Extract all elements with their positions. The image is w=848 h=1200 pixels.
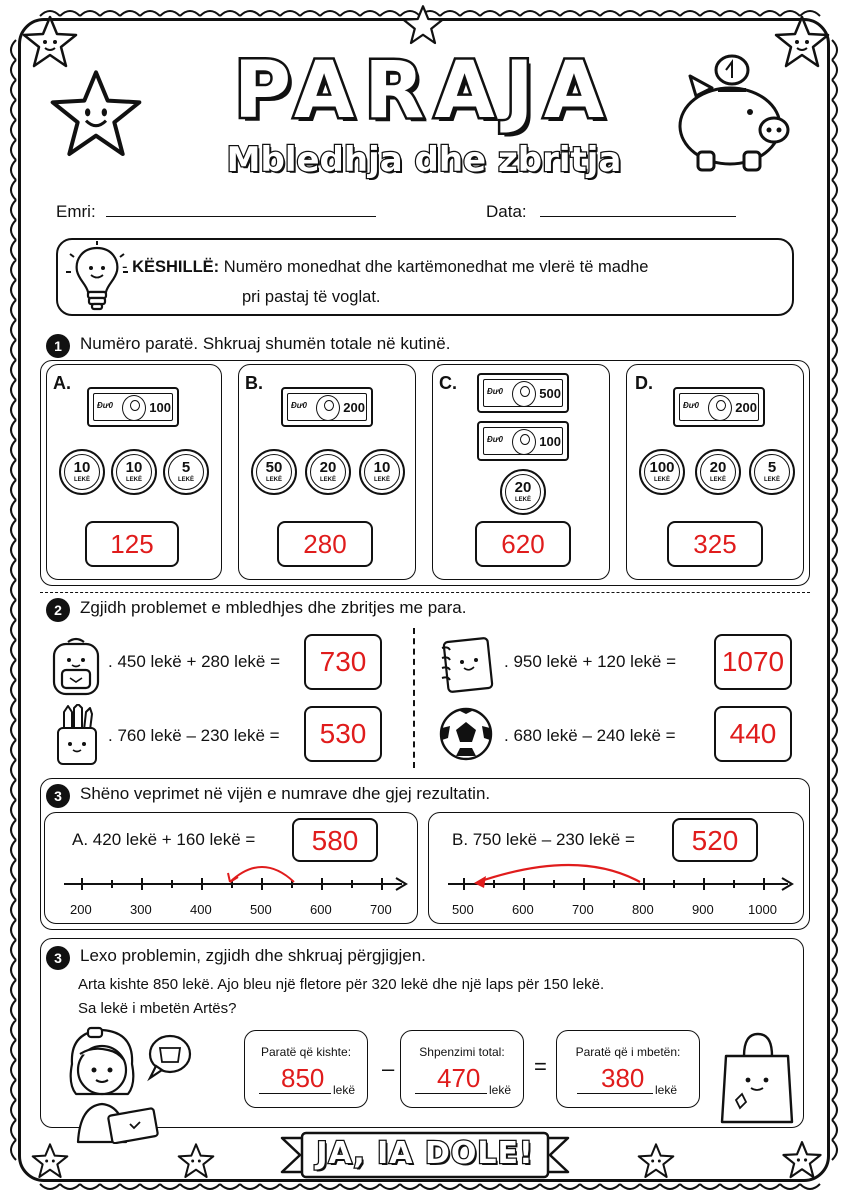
money-left-answer[interactable]: 380	[601, 1063, 645, 1093]
tick-label: 1000	[748, 902, 777, 917]
date-field[interactable]	[540, 216, 736, 217]
tip-text-1: Numëro monedhat dhe kartëmonedhat me vlerë të madhe	[223, 258, 649, 276]
banknote-mark: Đư0	[683, 401, 699, 410]
unit-label: lekë	[333, 1083, 356, 1097]
coin-10: 10 LEKË	[359, 449, 405, 495]
section-3-number: 3	[46, 784, 70, 808]
money-panel-c	[432, 364, 610, 580]
section-1-number: 1	[46, 334, 70, 358]
portrait-icon	[708, 395, 732, 421]
tick-label: 500	[250, 902, 272, 917]
banknote-value: 100	[539, 434, 561, 449]
answer-box-2-3[interactable]: 1070	[714, 634, 792, 690]
answer-box-2-2[interactable]: 530	[304, 706, 382, 762]
number-line-a	[44, 856, 418, 924]
problem-2-text: . 760 lekë – 230 lekë =	[108, 726, 280, 745]
number-line-b-label: B. 750 lekë – 230 lekë =	[452, 830, 635, 849]
problem-1-text: . 450 lekë + 280 lekë =	[108, 652, 281, 671]
banknote-100	[477, 421, 569, 461]
money-panel-d	[626, 364, 804, 580]
answer-box-2-1[interactable]: 730	[304, 634, 382, 690]
tick-label: 900	[692, 902, 714, 917]
banknote-500	[477, 373, 569, 413]
star-footer-icon	[30, 1142, 70, 1180]
star-footer-icon	[780, 1140, 824, 1180]
star-footer-icon	[636, 1142, 676, 1180]
minus-sign: –	[382, 1056, 395, 1081]
coin-20: 20 LEKË	[500, 469, 546, 515]
money-left-box	[556, 1030, 700, 1108]
answer-box-c[interactable]: 620	[475, 521, 571, 567]
number-line-a-label: A. 420 lekë + 160 lekë =	[72, 830, 256, 849]
divider	[40, 592, 810, 593]
panel-letter: A.	[53, 373, 71, 393]
section-1-title: Numëro paratë. Shkruaj shumën totale në kutinë.	[80, 334, 451, 353]
money-panel-a	[46, 364, 222, 580]
total-spent-label: Shpenzimi total:	[419, 1045, 505, 1059]
answer-box-2-4[interactable]: 440	[714, 706, 792, 762]
tick-label: 600	[310, 902, 332, 917]
section-2-title: Zgjidh problemet e mbledhjes dhe zbritjes me para.	[80, 598, 467, 617]
tick-label: 700	[572, 902, 594, 917]
coin-100: 100 LEKË	[639, 449, 685, 495]
answer-box-3-b[interactable]: 520	[672, 818, 758, 862]
name-field[interactable]	[106, 216, 376, 217]
start-money-label: Paratë që kishte:	[260, 1045, 352, 1059]
portrait-icon	[512, 381, 536, 407]
tick-label: 600	[512, 902, 534, 917]
banknote-value: 200	[343, 400, 365, 415]
banknote-value: 500	[539, 386, 561, 401]
name-label: Emri:	[56, 202, 96, 221]
soccer-ball-icon	[438, 706, 494, 762]
story-line-2: Sa lekë i mbetën Artës?	[78, 1000, 237, 1017]
money-panel-b	[238, 364, 416, 580]
total-spent-answer[interactable]: 470	[437, 1063, 481, 1093]
banknote-mark: Đư0	[291, 401, 307, 410]
answer-box-a[interactable]: 125	[85, 521, 179, 567]
banknote-100	[87, 387, 179, 427]
portrait-icon	[122, 395, 146, 421]
start-money-box	[244, 1030, 368, 1108]
money-left-label: Paratë që i mbetën:	[575, 1045, 681, 1059]
footer-text: JA, IA DOLE!	[316, 1136, 534, 1171]
banknote-value: 200	[735, 400, 757, 415]
section-2-number: 2	[46, 598, 70, 622]
tick-label: 200	[70, 902, 92, 917]
page-title: PARAJA	[233, 46, 615, 136]
section-4-number: 3	[46, 946, 70, 970]
star-footer-icon	[176, 1142, 216, 1180]
tick-label: 400	[190, 902, 212, 917]
tick-label: 800	[632, 902, 654, 917]
tick-label: 500	[452, 902, 474, 917]
story-line-1: Arta kishte 850 lekë. Ajo bleu një fletore për 320 lekë dhe një laps për 150 lekë.	[78, 976, 605, 993]
page-subtitle: Mbledhja dhe zbritja	[226, 140, 622, 180]
start-money-answer[interactable]: 850	[281, 1063, 325, 1093]
tip-label: KËSHILLË:	[132, 258, 220, 276]
notebook-icon	[436, 634, 496, 694]
coin-50: 50 LEKË	[251, 449, 297, 495]
banknote-200	[281, 387, 373, 427]
tick-label: 300	[130, 902, 152, 917]
total-spent-box	[400, 1030, 524, 1108]
banknote-mark: Đư0	[487, 435, 503, 444]
portrait-icon	[316, 395, 340, 421]
unit-label: lekë	[655, 1083, 678, 1097]
pencil-cup-icon	[52, 704, 102, 766]
panel-letter: D.	[635, 373, 653, 393]
girl-illustration-icon	[52, 1024, 192, 1144]
banknote-mark: Đư0	[97, 401, 113, 410]
banknote-value: 100	[149, 400, 171, 415]
banknote-200	[673, 387, 765, 427]
backpack-icon	[48, 636, 104, 696]
coin-5: 5 LEKË	[749, 449, 795, 495]
coin-20: 20 LEKË	[305, 449, 351, 495]
shopping-bag-icon	[718, 1030, 796, 1126]
date-label: Data:	[486, 202, 527, 221]
portrait-icon	[512, 429, 536, 455]
coin-10: 10 LEKË	[111, 449, 157, 495]
tip-text-2: pri pastaj të voglat.	[242, 288, 381, 306]
coin-20: 20 LEKË	[695, 449, 741, 495]
answer-box-3-a[interactable]: 580	[292, 818, 378, 862]
star-top-icon	[400, 4, 446, 46]
section-4-title: Lexo problemin, zgjidh dhe shkruaj përgjigjen.	[80, 946, 426, 965]
problem-3-text: . 950 lekë + 120 lekë =	[504, 652, 677, 671]
coin-10: 10 LEKË	[59, 449, 105, 495]
panel-letter: C.	[439, 373, 457, 393]
problem-4-text: . 680 lekë – 240 lekë =	[504, 726, 676, 745]
divider	[413, 628, 415, 768]
unit-label: lekë	[489, 1083, 512, 1097]
jump-arrow	[478, 865, 640, 882]
banknote-mark: Đư0	[487, 387, 503, 396]
panel-letter: B.	[245, 373, 263, 393]
equals-sign: =	[534, 1054, 547, 1079]
section-3-title: Shëno veprimet në vijën e numrave dhe gjej rezultatin.	[80, 784, 491, 803]
coin-5: 5 LEKË	[163, 449, 209, 495]
tick-label: 700	[370, 902, 392, 917]
tip-line-1: - KËSHILLË: Numëro monedhat dhe kartëmonedhat me vlerë të madhe	[122, 258, 649, 276]
answer-box-b[interactable]: 280	[277, 521, 373, 567]
answer-box-d[interactable]: 325	[667, 521, 763, 567]
